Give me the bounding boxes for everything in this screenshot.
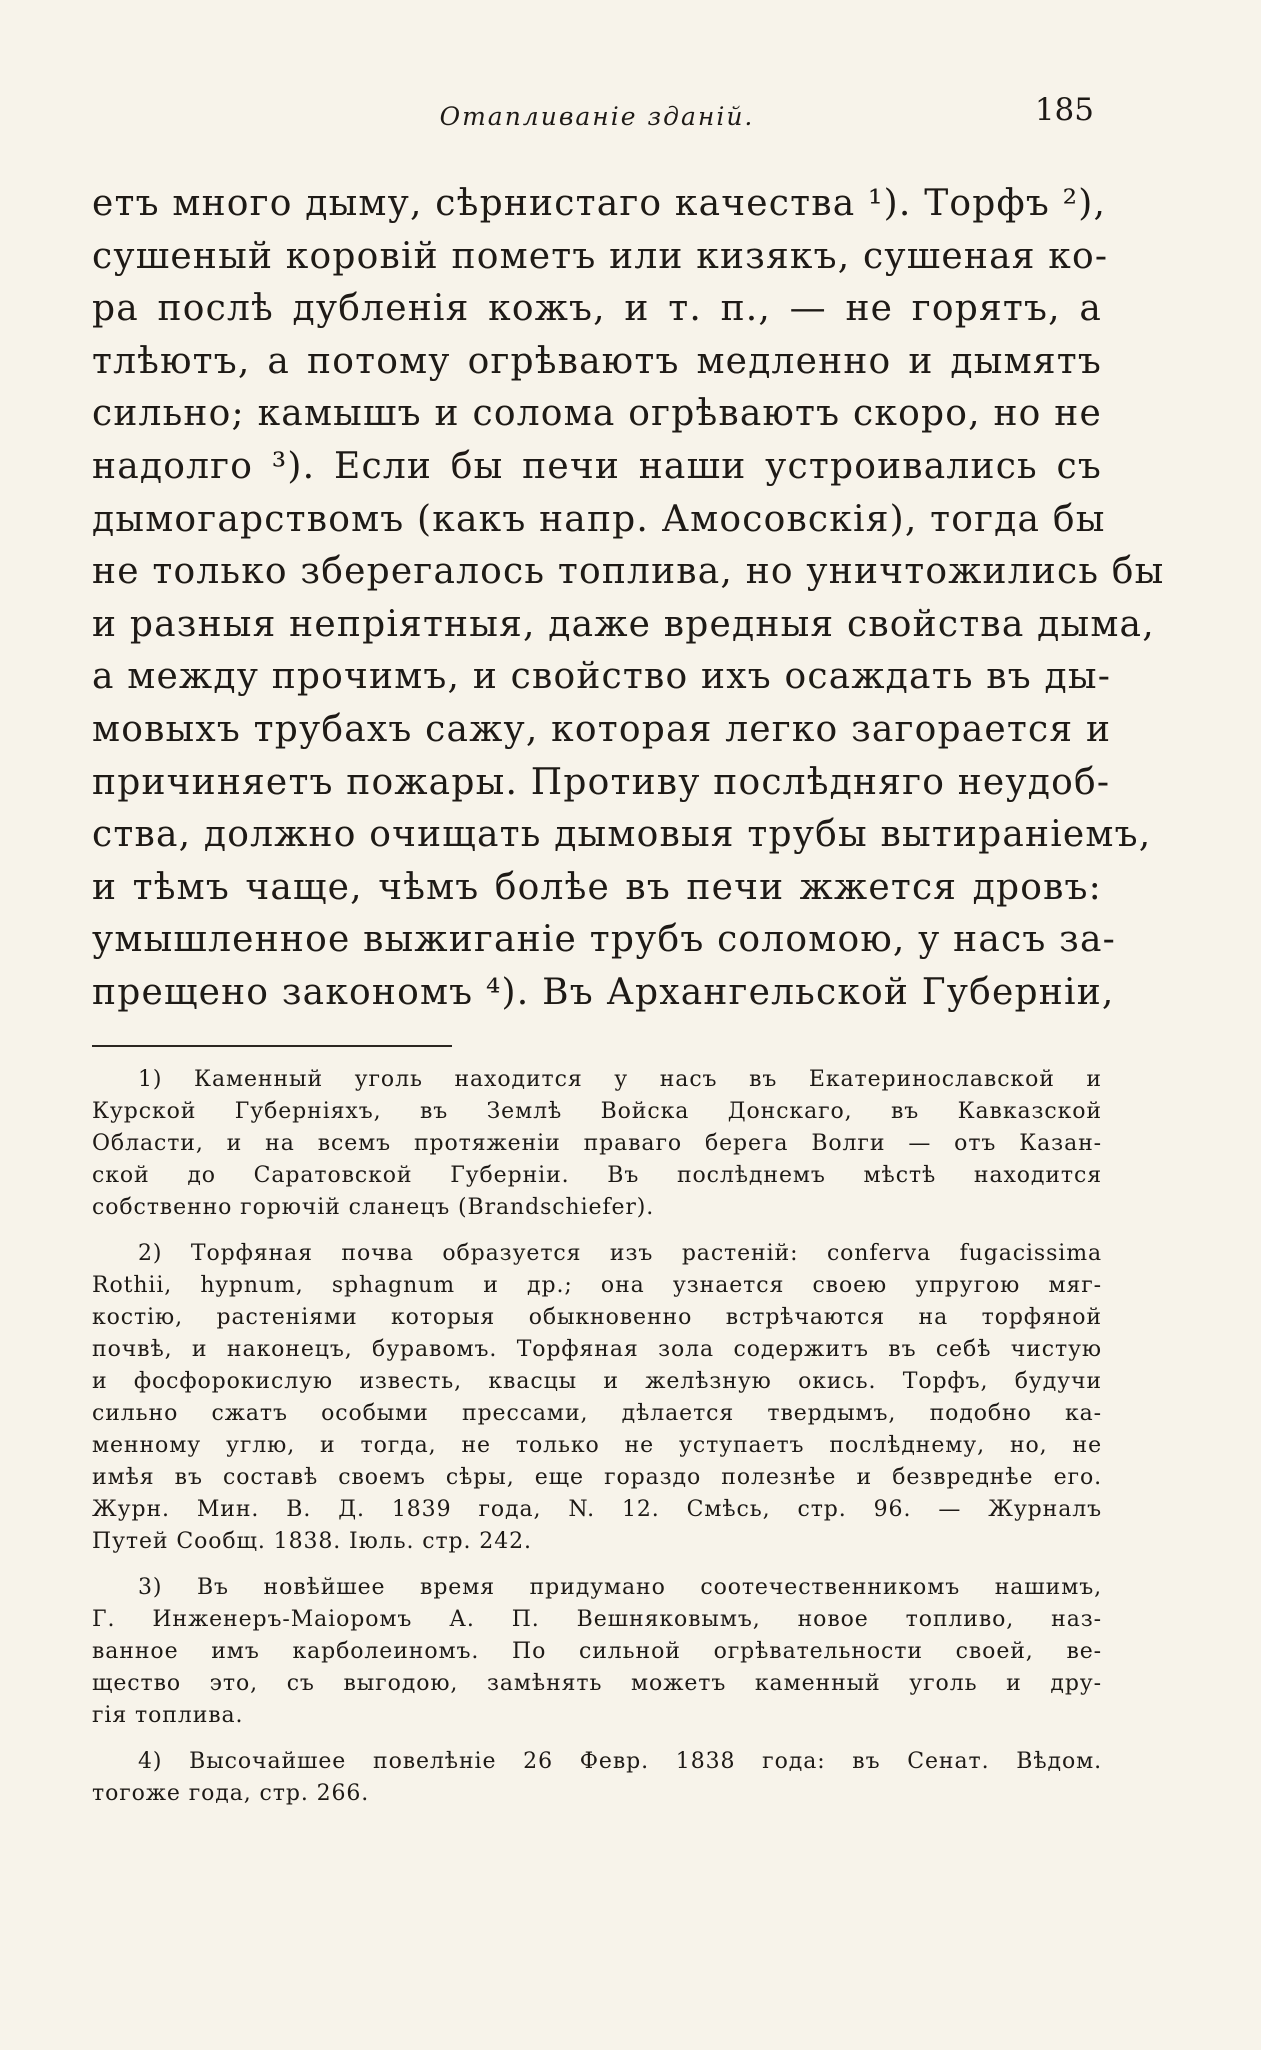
text-line: надолго ³). Если бы печи наши устроивались съ xyxy=(92,445,1102,487)
footnote-line: почвѣ, и наконецъ, буравомъ. Торфяная зола содержитъ въ себѣ чистую xyxy=(92,1337,1102,1362)
text-line: прещено закономъ ⁴). Въ Архангельской Губерніи, xyxy=(92,971,1115,1013)
footnote-line: Журн. Мин. В. Д. 1839 года, N. 12. Смѣсь, стр. 96. — Журналъ xyxy=(92,1497,1102,1522)
footnote-line: и фосфорокислую известь, квасцы и желѣзную окись. Торфъ, будучи xyxy=(92,1369,1102,1394)
text-line: дымогарствомъ (какъ напр. Амосовскія), тогда бы xyxy=(92,498,1106,540)
text-line: сильно; камышъ и солома огрѣваютъ скоро, но не xyxy=(92,393,1102,435)
footnote-3 xyxy=(92,1572,1102,1732)
footnote-line: 2) Торфяная почва образуется изъ растеній: conferva fugacissima xyxy=(138,1241,1102,1266)
footnote-line: Курской Губерніяхъ, въ Землѣ Войска Донскаго, въ Кавказской xyxy=(92,1099,1102,1124)
footnote-line: Области, и на всемъ протяженіи праваго берега Волги — отъ Казан- xyxy=(92,1131,1102,1156)
footnote-line: имѣя въ составѣ своемъ сѣры, еще гораздо полезнѣе и безвреднѣе его. xyxy=(92,1465,1102,1490)
text-line: и тѣмъ чаще, чѣмъ болѣе въ печи жжется дровъ: xyxy=(92,866,1102,908)
main-text xyxy=(92,178,1165,1020)
footnote-line: костію, растеніями которыя обыкновенно встрѣчаются на торфяной xyxy=(92,1305,1102,1330)
footnote-line: Rothii, hypnum, sphagnum и др.; она узнается своею упругою мяг- xyxy=(92,1273,1102,1298)
text-line: не только зберегалось топлива, но уничтожились бы xyxy=(92,551,1165,593)
footnote-divider xyxy=(92,1045,452,1047)
footnote-line: гія топлива. xyxy=(92,1703,244,1728)
text-line: тлѣютъ, а потому огрѣваютъ медленно и дымятъ xyxy=(92,340,1102,382)
footnote-line: 4) Высочайшее повелѣніе 26 Февр. 1838 года: въ Сенат. Вѣдом. xyxy=(138,1749,1102,1774)
footnote-2 xyxy=(92,1238,1102,1558)
footnote-line: 1) Каменный уголь находится у насъ въ Екатеринославской и xyxy=(138,1067,1102,1092)
footnote-line: собственно горючій сланецъ (Brandschiefer). xyxy=(92,1195,655,1220)
text-line: ра послѣ дубленія кожъ, и т. п., — не горятъ, а xyxy=(92,288,1102,330)
text-line: причиняетъ пожары. Противу послѣдняго неудоб- xyxy=(92,761,1111,803)
footnote-line: менному углю, и тогда, не только не уступаетъ послѣднему, но, не xyxy=(92,1433,1102,1458)
page-header xyxy=(92,92,1102,142)
running-title: Отапливаніе зданій. xyxy=(439,102,755,131)
text-line: ства, должно очищать дымовыя трубы вытираніемъ, xyxy=(92,814,1152,856)
footnote-1 xyxy=(92,1064,1102,1224)
footnote-line: тогоже года, стр. 266. xyxy=(92,1781,370,1806)
text-line: и разныя непріятныя, даже вредныя свойства дыма, xyxy=(92,603,1155,645)
footnote-line: Г. Инженеръ-Маіоромъ А. П. Вешняковымъ, новое топливо, наз- xyxy=(92,1607,1102,1632)
text-line: сушеный коровій пометъ или кизякъ, сушеная ко- xyxy=(92,235,1109,277)
page-number: 185 xyxy=(1034,92,1094,128)
text-line: а между прочимъ, и свойство ихъ осаждать въ ды- xyxy=(92,656,1112,698)
text-line: умышленное выжиганіе трубъ соломою, у насъ за- xyxy=(92,919,1117,961)
text-line: етъ много дыму, сѣрнистаго качества ¹). Торфъ ²), xyxy=(92,183,1107,224)
footnotes xyxy=(92,1064,1102,1824)
footnote-line: сильно сжатъ особыми прессами, дѣлается твердымъ, подобно ка- xyxy=(92,1401,1102,1426)
footnote-line: ской до Саратовской Губерніи. Въ послѣднемъ мѣстѣ находится xyxy=(92,1163,1102,1188)
footnote-line: ванное имъ карболеиномъ. По сильной огрѣвательности своей, ве- xyxy=(92,1639,1102,1664)
footnote-line: Путей Сообщ. 1838. Іюль. стр. 242. xyxy=(92,1529,532,1554)
footnote-line: щество это, съ выгодою, замѣнять можетъ каменный уголь и дру- xyxy=(92,1671,1102,1696)
footnote-line: 3) Въ новѣйшее время придумано соотечественникомъ нашимъ, xyxy=(138,1575,1102,1600)
footnote-4 xyxy=(92,1746,1102,1810)
text-line: мовыхъ трубахъ сажу, которая легко загорается и xyxy=(92,708,1112,750)
